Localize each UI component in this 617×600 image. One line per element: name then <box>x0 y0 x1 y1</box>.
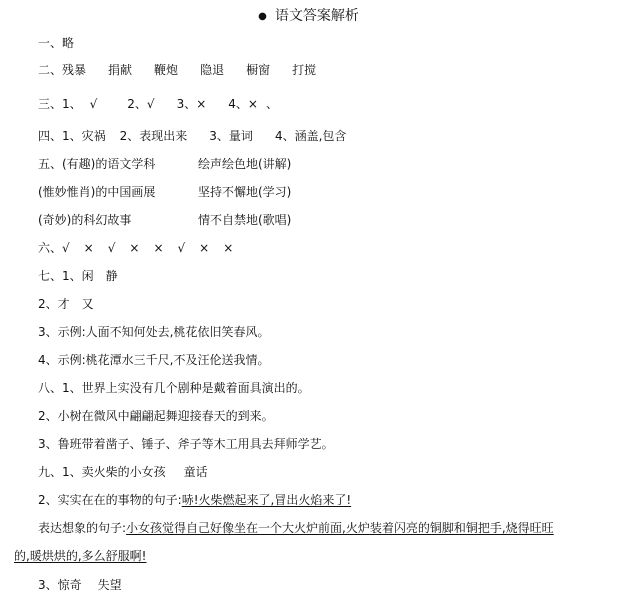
q9-underlined-sentence: 的,暖烘烘的,多么舒服啊! <box>14 549 147 563</box>
q9-text: 童话 <box>183 465 208 479</box>
q5-right: 坚持不懈地(学习) <box>198 185 292 199</box>
q9-underlined-sentence: 小女孩觉得自己好像坐在一个大火炉前面,火炉装着闪亮的铜脚和铜把手,烧得旺旺 <box>126 521 554 535</box>
q2-word: 打搅 <box>292 63 317 77</box>
q2-word: 橱窗 <box>246 63 271 77</box>
q4-item: 3、量词 <box>209 129 253 143</box>
q4-item: 2、表现出来 <box>119 129 188 143</box>
q7-label: 2、 <box>38 297 58 311</box>
q2-word: 捐献 <box>108 63 133 77</box>
q2-word: 残暴 <box>62 63 87 77</box>
q6-mark: × <box>83 241 94 255</box>
q3-item: 3、× <box>176 97 207 111</box>
answer-q1: 一、略 <box>38 36 75 50</box>
q6-mark: √ <box>177 241 186 255</box>
answer-q8-1: 八、1、世界上实没有几个剧种是戴着面具演出的。 <box>38 381 310 395</box>
q3-label: 三、1、 <box>38 97 82 111</box>
answer-q7-4: 4、示例:桃花潭水三千尺,不及汪伦送我情。 <box>38 353 270 367</box>
q7-word: 才 <box>57 297 70 311</box>
answer-q9-3 <box>38 576 122 594</box>
answer-q7-1 <box>38 267 118 285</box>
answer-q9-1 <box>38 463 208 481</box>
answer-q6 <box>38 239 233 257</box>
q3-item: 4、× <box>228 97 258 111</box>
q6-mark: × <box>199 241 210 255</box>
bullet-icon: ● <box>258 11 267 22</box>
q4-item: 灾祸 <box>81 129 106 143</box>
q2-word: 隐退 <box>200 63 225 77</box>
q9-text: 失望 <box>97 578 122 592</box>
q6-mark: √ <box>107 241 116 255</box>
answer-q8-2: 2、小树在微风中翩翩起舞迎接春天的到来。 <box>38 409 274 423</box>
q3-item: 2、√ <box>127 97 155 111</box>
answer-q7-2 <box>38 295 94 313</box>
q6-mark: × <box>153 241 164 255</box>
q9-text: 九、1、卖火柴的小女孩 <box>38 465 166 479</box>
page-title <box>0 6 617 27</box>
q2-word: 鞭炮 <box>154 63 179 77</box>
q6-mark: × <box>223 241 234 255</box>
q2-label: 二、 <box>38 63 63 77</box>
q7-word: 静 <box>105 269 118 283</box>
q6-mark: × <box>129 241 140 255</box>
q6-label: 六、 <box>38 241 63 255</box>
answer-q5-row <box>38 155 291 173</box>
q7-label: 七、1、 <box>38 269 82 283</box>
q4-label: 四、1、 <box>38 129 82 143</box>
answer-q7-3: 3、示例:人面不知何处去,桃花依旧笑春风。 <box>38 325 270 339</box>
answer-q4 <box>38 127 346 145</box>
answer-q9-2 <box>38 491 351 509</box>
answer-q5-row <box>38 183 291 201</box>
q9-label: 表达想象的句子: <box>38 521 127 535</box>
q9-label: 2、实实在在的事物的句子: <box>38 493 182 507</box>
q6-mark: √ <box>62 241 70 255</box>
q5-left: (惟妙惟肖)的中国画展 <box>38 185 156 199</box>
answer-q8-3: 3、鲁班带着凿子、锤子、斧子等木工用具去拜师学艺。 <box>38 437 334 451</box>
q5-left: 五、(有趣)的语文学科 <box>38 157 156 171</box>
q9-text: 3、惊奇 <box>38 578 82 592</box>
title-text: 语文答案解析 <box>274 8 359 24</box>
q5-left: (奇妙)的科幻故事 <box>38 213 132 227</box>
q7-word: 闲 <box>81 269 94 283</box>
q3-item: 、 <box>266 97 279 111</box>
answer-q2 <box>38 61 316 79</box>
q4-item: 4、涵盖,包含 <box>274 129 347 143</box>
answer-q9-imagination-cont <box>14 547 146 565</box>
answer-q3 <box>38 95 278 113</box>
answer-q9-imagination <box>38 519 554 537</box>
answer-q5-row <box>38 211 291 229</box>
q5-right: 情不自禁地(歌唱) <box>198 213 292 227</box>
q7-word: 又 <box>81 297 94 311</box>
q3-item: √ <box>89 97 98 111</box>
q9-underlined-sentence: 哧!火柴燃起来了,冒出火焰来了! <box>181 493 352 507</box>
q5-right: 绘声绘色地(讲解) <box>198 157 292 171</box>
